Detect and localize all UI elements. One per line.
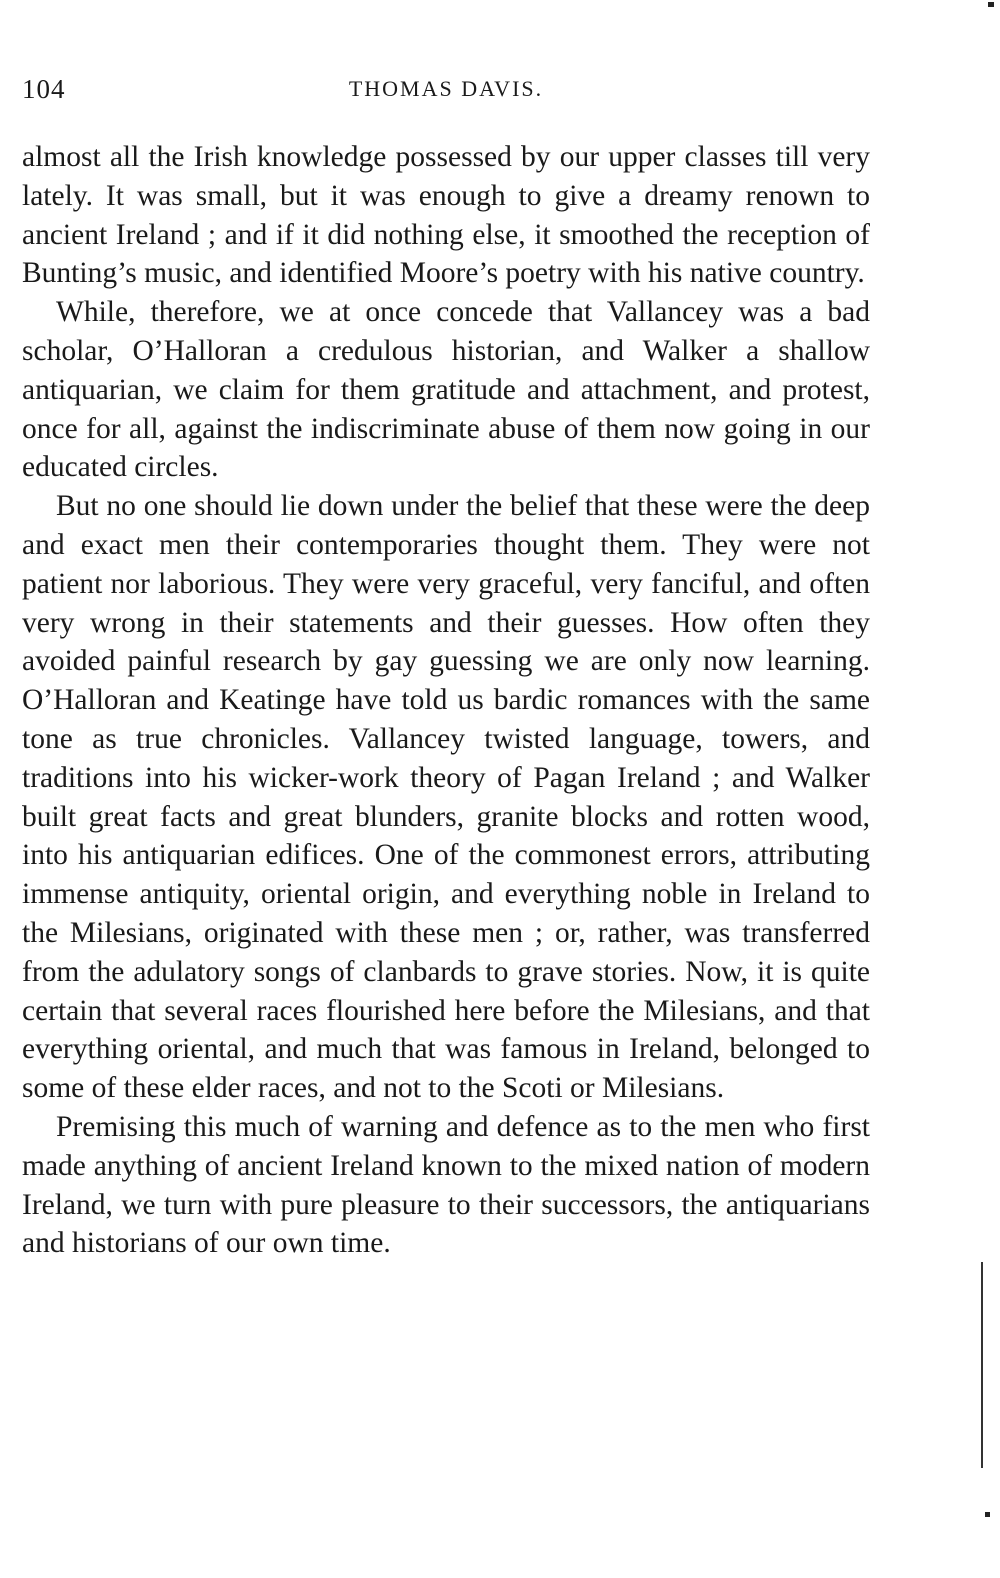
paragraph-1: almost all the Irish knowledge possessed by our upper classes till very lately. It was small, but it was enough to give a dreamy renown to ancient Ireland ; and if it did nothing else, it smoothed the reception of Bunting’s music, and identified Moore’s poetry with his native country. bbox=[22, 141, 870, 290]
paragraph-4: Premising this much of warning and defence as to the men who first made anything of ancient Ireland known to the mixed nation of modern Ireland, we turn with pure pleasure to their successors, the antiquarians and historians of our own time. bbox=[22, 1110, 870, 1260]
paragraph-3: But no one should lie down under the belief that these were the deep and exact men their contemporaries thought them. They were not patient nor laborious. They were very graceful, very fanciful, and often very wrong in their statements and their guesses. How often they avoided painful research by gay guessing we are only now learning. O’Halloran and Keatinge have told us bardic romances with the same tone as true chronicles. Vallancey twisted language, towers, and traditions into his wicker-work theory of Pagan Ireland ; and Walker built great facts and great blunders, granite blocks and rotten wood, into his antiquarian edifices. One of the commonest errors, attributing immense antiquity, oriental origin, and everything noble in Ireland to the Milesians, originated with these men ; or, rather, was transferred from the adulatory songs of clanbards to grave stories. Now, it is quite certain that several races flourished here before the Milesians, and that everything oriental, and much that was famous in Ireland, belonged to some of these elder races, and not to the Scoti or Milesians. bbox=[22, 490, 870, 1105]
scan-margin-line bbox=[981, 1262, 983, 1468]
running-head bbox=[22, 74, 870, 110]
page-number: 104 bbox=[22, 74, 66, 104]
scan-edge-mark-top bbox=[988, 2, 994, 7]
body-text bbox=[22, 138, 870, 1263]
paragraph-2: While, therefore, we at once concede that Vallancey was a bad scholar, O’Halloran a credulous historian, and Walker a shallow antiquarian, we claim for them gratitude and attachment, and protest, once for all, against the indiscriminate abuse of them now going in our educated circles. bbox=[22, 296, 870, 484]
scan-edge-mark-bottom bbox=[985, 1512, 990, 1517]
running-title: THOMAS DAVIS. bbox=[348, 76, 544, 101]
